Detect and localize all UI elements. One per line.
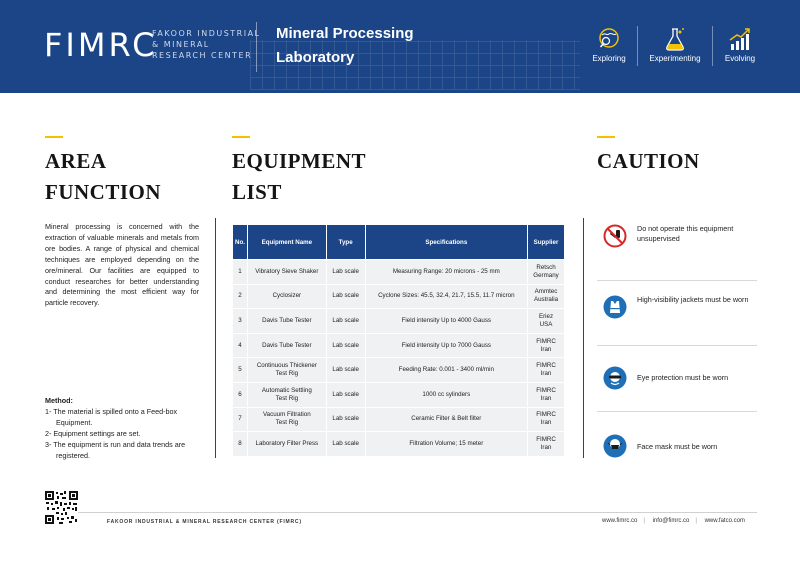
badge-divider — [637, 26, 638, 66]
table-cell: Eriez USA — [528, 309, 564, 333]
header-divider — [256, 22, 257, 72]
table-cell: Continuous Thickener Test Rig — [248, 358, 326, 382]
table-cell: Vibratory Sieve Shaker — [248, 260, 326, 284]
table-cell: Laboratory Filter Press — [248, 432, 326, 456]
footer-link-website[interactable]: www.fimrc.co — [602, 518, 638, 524]
equipment-title — [232, 146, 366, 208]
face-mask-icon — [603, 434, 627, 458]
table-cell: Lab scale — [327, 285, 365, 309]
table-cell: 7 — [233, 408, 247, 432]
equipment-accent — [232, 136, 250, 138]
footer-link-separator: | — [643, 518, 645, 524]
table-cell: Ceramic Filter & Belt filter — [366, 408, 527, 432]
table-cell: Measuring Range: 20 microns - 25 mm — [366, 260, 527, 284]
table-body — [233, 260, 564, 456]
equipment-title-line-2: LIST — [232, 180, 282, 204]
badge-divider — [712, 26, 713, 66]
table-row — [233, 408, 564, 432]
caution-item — [597, 295, 757, 343]
table-cell: 1 — [233, 260, 247, 284]
table-cell: Feeding Rate: 0.001 - 3400 ml/min — [366, 358, 527, 382]
table-row — [233, 358, 564, 382]
area-title-line-2: FUNCTION — [45, 180, 162, 204]
method-step: 3- The equipment is run and data trends are registered. — [45, 439, 186, 460]
table-cell: FIMRC Iran — [528, 408, 564, 432]
footer-divider — [45, 512, 757, 513]
caution-text: Do not operate this equipment unsupervised — [637, 224, 734, 243]
table-row — [233, 260, 564, 284]
equipment-title-line-1: EQUIPMENT — [232, 149, 367, 173]
footer-org-name: FAKOOR INDUSTRIAL & MINERAL RESEARCH CENTER (FIMRC) — [107, 519, 302, 525]
table-cell: Lab scale — [327, 408, 365, 432]
column-divider — [215, 218, 216, 458]
method-step: 1- The material is spilled onto a Feed-box Equipment. — [45, 406, 178, 427]
globe-magnifier-icon — [594, 24, 624, 54]
org-line-3: RESEARCH CENTER — [152, 51, 253, 60]
table-cell: Vacuum Filtration Test Rig — [248, 408, 326, 432]
caution-text: Eye protection must be worn — [637, 373, 729, 382]
logo-org-name — [152, 28, 261, 61]
vest-icon — [603, 295, 627, 319]
table-cell: Filtration Volume; 15 meter — [366, 432, 527, 456]
table-cell: Lab scale — [327, 309, 365, 333]
footer-links — [602, 518, 751, 524]
table-row — [233, 285, 564, 309]
no-operate-icon — [603, 224, 627, 248]
table-cell: Automatic Settling Test Rig — [248, 383, 326, 407]
logo: FIMRC — [44, 26, 158, 64]
footer-link-website-2[interactable]: www.fatco.com — [704, 518, 745, 524]
area-accent — [45, 136, 63, 138]
column-divider — [583, 218, 584, 458]
table-cell: FIMRC Iran — [528, 383, 564, 407]
col-header: Type — [327, 225, 365, 259]
growth-chart-icon — [725, 24, 755, 54]
table-cell: Field intensity Up to 4000 Gauss — [366, 309, 527, 333]
method-step: 2- Equipment settings are set. — [45, 428, 141, 438]
table-row — [233, 309, 564, 333]
table-cell: Ammtec Australia — [528, 285, 564, 309]
qr-code-icon[interactable] — [45, 491, 78, 524]
col-header: Equipment Name — [248, 225, 326, 259]
method-block — [45, 396, 210, 461]
caution-text: High-visibility jackets must be worn — [637, 295, 749, 304]
table-cell: 2 — [233, 285, 247, 309]
lab-title-line-2: Laboratory — [276, 49, 355, 66]
badge-evolving — [715, 24, 765, 70]
area-title — [45, 146, 161, 208]
col-header: Specifications — [366, 225, 527, 259]
table-cell: 8 — [233, 432, 247, 456]
caution-item — [597, 434, 757, 482]
table-cell: Field intensity Up to 7000 Gauss — [366, 334, 527, 358]
caution-separator — [597, 345, 757, 346]
caution-title: CAUTION — [597, 149, 700, 173]
table-cell: Davis Tube Tester — [248, 309, 326, 333]
lab-title — [276, 22, 476, 70]
table-cell: Cyclosizer — [248, 285, 326, 309]
table-cell: 4 — [233, 334, 247, 358]
table-cell: Lab scale — [327, 334, 365, 358]
caution-item — [597, 366, 757, 414]
caution-item — [597, 224, 757, 272]
table-cell: FIMRC Iran — [528, 358, 564, 382]
badge-label: Experimenting — [649, 54, 701, 63]
table-cell: Lab scale — [327, 260, 365, 284]
table-cell: FIMRC Iran — [528, 334, 564, 358]
table-cell: Lab scale — [327, 358, 365, 382]
area-description: Mineral processing is concerned with the extraction of valuable minerals and metals from ore bodies. A range of physical and chemical techniques are employed depending on the ore/mineral. Our facilities are equipped to conduct researches for better understanding and determining the most efficient way for particle recovery. — [45, 222, 199, 308]
goggles-icon — [603, 366, 627, 390]
footer-link-separator: | — [695, 518, 697, 524]
table-row — [233, 383, 564, 407]
equipment-table — [232, 224, 565, 457]
lab-title-line-1: Mineral Processing — [276, 25, 414, 42]
org-line-1: FAKOOR INDUSTRIAL — [152, 29, 261, 38]
table-cell: Cyclone Sizes: 45.5, 32.4, 21.7, 15.5, 11.7 micron — [366, 285, 527, 309]
badge-experimenting — [640, 24, 710, 70]
col-header: Supplier — [528, 225, 564, 259]
table-cell: Retsch Germany — [528, 260, 564, 284]
badges — [580, 24, 780, 70]
col-header: No. — [233, 225, 247, 259]
flask-icon — [660, 24, 690, 54]
caution-separator — [597, 411, 757, 412]
table-cell: Lab scale — [327, 383, 365, 407]
caution-separator — [597, 280, 757, 281]
org-line-2: & MINERAL — [152, 40, 210, 49]
table-cell: Lab scale — [327, 432, 365, 456]
header-banner — [0, 0, 800, 93]
area-title-line-1: AREA — [45, 149, 107, 173]
caution-accent — [597, 136, 615, 138]
table-row — [233, 334, 564, 358]
method-title: Method: — [45, 396, 73, 405]
table-cell: 1000 cc sylinders — [366, 383, 527, 407]
caution-text: Face mask must be worn — [637, 442, 718, 451]
table-cell: 6 — [233, 383, 247, 407]
table-cell: FIMRC Iran — [528, 432, 564, 456]
footer-link-email[interactable]: info@fimrc.co — [652, 518, 690, 524]
table-cell: Davis Tube Tester — [248, 334, 326, 358]
table-cell: 5 — [233, 358, 247, 382]
table-row — [233, 432, 564, 456]
table-header-row — [233, 225, 564, 259]
table-cell: 3 — [233, 309, 247, 333]
badge-label: Exploring — [592, 54, 626, 63]
badge-label: Evolving — [724, 54, 756, 63]
badge-exploring — [584, 24, 634, 70]
